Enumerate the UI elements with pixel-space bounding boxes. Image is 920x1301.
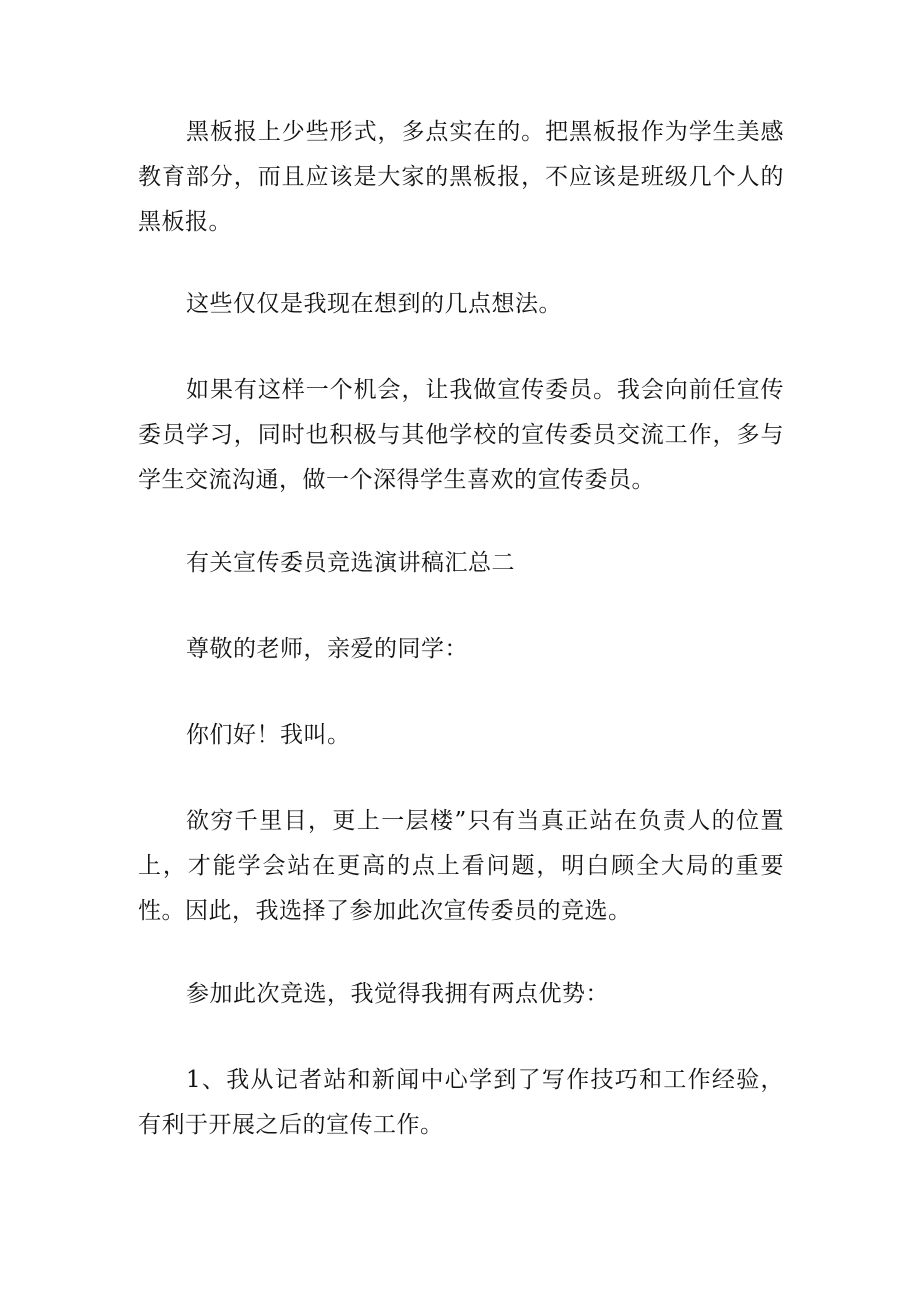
paragraph-opportunity: 如果有这样一个机会，让我做宣传委员。我会向前任宣传委员学习，同时也积极与其他学校的宣传委员交流工作，多与学生交流沟通，做一个深得学生喜欢的宣传委员。 [138, 377, 784, 493]
paragraph-blackboard: 黑板报上少些形式，多点实在的。把黑板报作为学生美感教育部分，而且应该是大家的黑板报，不应该是班级几个人的黑板报。 [138, 119, 784, 235]
paragraph-advantage-1: 1、我从记者站和新闻中心学到了写作技巧和工作经验，有利于开展之后的宣传工作。 [138, 1067, 784, 1138]
salutation: 尊敬的老师，亲爱的同学： [186, 636, 468, 662]
paragraph-motivation: 欲穷千里目，更上一层楼”只有当真正站在负责人的位置上，才能学会站在更高的点上看问题，明白顾全大局的重要性。因此，我选择了参加此次宣传委员的竞选。 [138, 808, 784, 924]
greeting: 你们好！我叫。 [186, 722, 351, 748]
section-heading: 有关宣传委员竞选演讲稿汇总二 [186, 550, 515, 576]
paragraph-advantages-intro: 参加此次竞选，我觉得我拥有两点优势： [186, 981, 609, 1007]
paragraph-thoughts: 这些仅仅是我现在想到的几点想法。 [186, 291, 562, 317]
